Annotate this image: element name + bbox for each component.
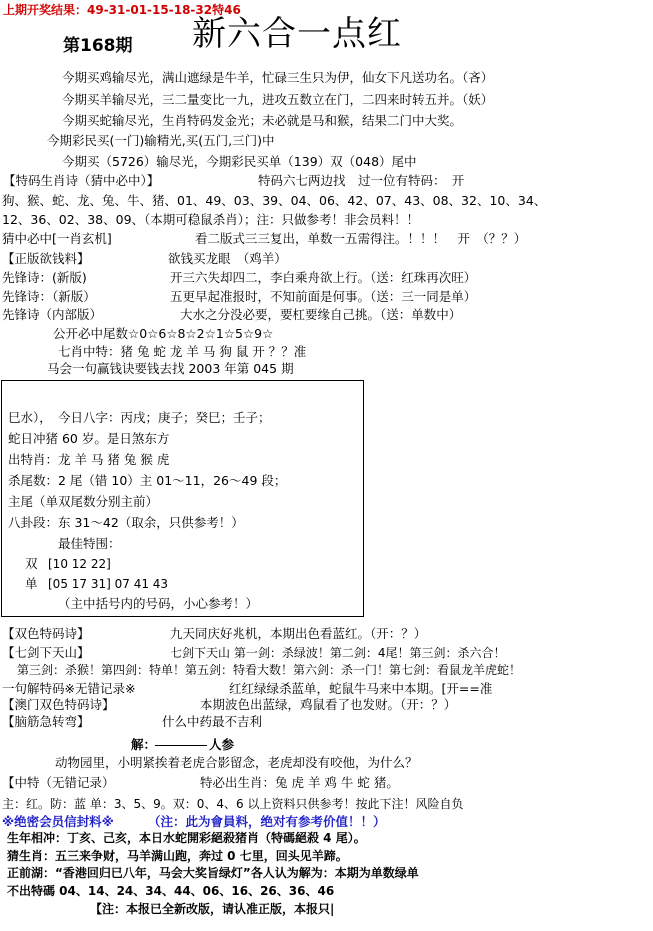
aomen-title: 【澳门双色特码诗】	[2, 697, 115, 712]
poem-line-2: 今期买羊输尽光，三二量变比一九，进攻五数立在门，二四来时转五并。（妖）	[62, 92, 494, 107]
juemi-note: （注：此为會員料，绝对有参考价值！！）	[148, 814, 386, 829]
yiju-title: 一句解特码※无错记录※	[2, 681, 136, 696]
shuang-numbers: [10 12 22]	[48, 557, 111, 571]
zhu-line: 主：红。防：蓝 单：3、5、9。双：0、4、6 以上资料只供参考！按此下注！风险自负	[2, 797, 464, 811]
tema-poem-text: 特码六七两边找 过一位有特码： 开	[258, 173, 465, 188]
mahui-line: 马会一句赢钱诀要钱去找 2003 年第 045 期	[47, 361, 294, 376]
qixiao-line: 七肖中特：猪 兔 蛇 龙 羊 马 狗 鼠 开 ？？准	[58, 344, 307, 359]
xianfeng-3-text: 大水之分没必要，要杠要缘自己挑。（送：单数中）	[180, 307, 462, 322]
weishu-line: 公开必中尾数☆0☆6☆8☆2☆1☆5☆9☆	[53, 326, 274, 341]
zhengqian-line: 正前湖：“香港回归已八年，马会大奖旨绿灯”各人认为解为：本期为单数绿单	[7, 866, 419, 880]
best-label: 最佳特围：	[58, 536, 121, 551]
poem-line-5: 今期买（5726）输尽光，今期彩民买单（139）双（048）尾中	[62, 154, 417, 169]
box-line-1: 巳水）， 今日八字：丙戌；庚子；癸巳；壬子；	[8, 410, 271, 425]
zhongte-title: 【中特（无错记录）	[2, 775, 115, 790]
caisheng-line: 猜生肖：五三来争财，马羊满山跑，奔过 0 七里，回头见羊蹄。	[7, 849, 348, 863]
qijian-line-2: 第三剑：杀猴！第四剑：特单！第五剑：特看大数！第六剑：杀一门！第七剑：看鼠龙羊虎蛇！	[17, 663, 522, 677]
naojin-title: 【脑筋急转弯】	[2, 714, 90, 729]
box-line-6: 八卦段：东 31～42（取余，只供参考！）	[8, 515, 244, 530]
shuangse-title: 【双色特码诗】	[2, 626, 90, 641]
shuang-label: 双	[25, 556, 38, 571]
qijian-text: 七剑下天山 第一剑：杀绿波！第二剑：4尾！第三剑：杀六合！	[170, 646, 506, 660]
page-title: 新六合一点红	[192, 14, 402, 54]
xianfeng-2-label: 先锋诗：（新版）	[2, 289, 96, 304]
animal-number-line: 狗、猴、蛇、龙、兔、牛、猪、01、49、03、39、04、06、42、07、43、08、32、10、34、	[2, 193, 547, 208]
yiju-text: 红红绿绿杀蓝单，蛇鼠牛马来中本期。[开==准	[229, 681, 493, 696]
box-line-4: 杀尾数：2 尾（错 10）主 01～11，26～49 段；	[8, 473, 287, 488]
xianfeng-2-text: 五更早起准报时，不知前面是何事。（送：三一同是单）	[170, 289, 477, 304]
guess-text: 看二版式三三复出，单数一五需得注。！！！ 开 （？？）	[195, 231, 527, 246]
box-line-2: 蛇日冲猪 60 岁。是日煞东方	[8, 431, 170, 446]
naojin-text: 什么中药最不吉利	[162, 714, 263, 729]
answer-underline	[155, 745, 207, 746]
xianfeng-3-label: 先锋诗（内部版）	[2, 307, 103, 322]
poem-line-4: 今期彩民买(一门)输精光,买(五门,三门)中	[47, 133, 275, 148]
juemi-title: ※绝密会员信封料※	[2, 814, 114, 829]
buchu-line: 不出特碼 04、14、24、34、44、06、16、26、36、46	[7, 884, 335, 898]
jie-label: 解：	[131, 737, 157, 752]
dan-label: 单	[25, 576, 38, 591]
xianfeng-1-label: 先锋诗：(新版)	[2, 270, 87, 285]
qijian-title: 【七剑下天山】	[2, 645, 90, 660]
jie-answer: 人参	[209, 737, 235, 752]
xianfeng-1-text: 开三六失却四二，李白乘舟欲上行。（送：红珠再次旺）	[170, 270, 477, 285]
zoo-text: 动物园里，小明紧挨着老虎合影留念，老虎却没有咬他，为什么？	[55, 755, 418, 770]
zhengban-title: 【正版欲钱料】	[2, 251, 90, 266]
shengnian-line: 生年相冲：丁亥、己亥，本日水蛇開彩絕殺猪肖（特碼絕殺 4 尾）。	[7, 831, 366, 845]
dan-numbers: [05 17 31] 07 41 43	[48, 577, 169, 591]
number-note-line: 12、36、02、38、09、（本期可稳鼠杀肖）；注：只做参考！非会员料！！	[2, 212, 420, 227]
aomen-text: 本期波色出蓝绿，鸡鼠看了也发财。（开：？）	[200, 697, 457, 712]
shuangse-text: 九天同庆好兆机，本期出色看蓝红。（开：？）	[170, 626, 427, 641]
zhengban-text: 欲钱买龙眼 （鸡羊）	[168, 251, 287, 266]
box-note: （主中括号内的号码，小心参考！）	[58, 596, 259, 611]
poem-line-1: 今期买鸡输尽光，满山遮绿是牛羊，忙碌三生只为伊，仙女下凡送功名。（吝）	[62, 70, 494, 85]
poem-line-3: 今期买蛇输尽光，生肖特码发金光；未必就是马和猴，结果二门中大奖。	[62, 113, 463, 128]
footer-note: 【注：本报已全新改版，请认准正版，本报只|	[90, 902, 335, 916]
tema-poem-title: 【特码生肖诗（猜中必中）】	[3, 173, 160, 188]
box-line-3: 出特肖：龙 羊 马 猪 兔 猴 虎	[8, 452, 170, 467]
issue-number: 第168期	[63, 36, 133, 56]
guess-label: 猜中必中[一肖玄机]	[2, 231, 112, 246]
zhongte-text: 特必出生肖：兔 虎 羊 鸡 牛 蛇 猪。	[200, 775, 399, 790]
last-result: 上期开奖结果：49-31-01-15-18-32特46	[3, 3, 241, 17]
box-line-5: 主尾（单双尾数分别主前）	[8, 494, 159, 509]
